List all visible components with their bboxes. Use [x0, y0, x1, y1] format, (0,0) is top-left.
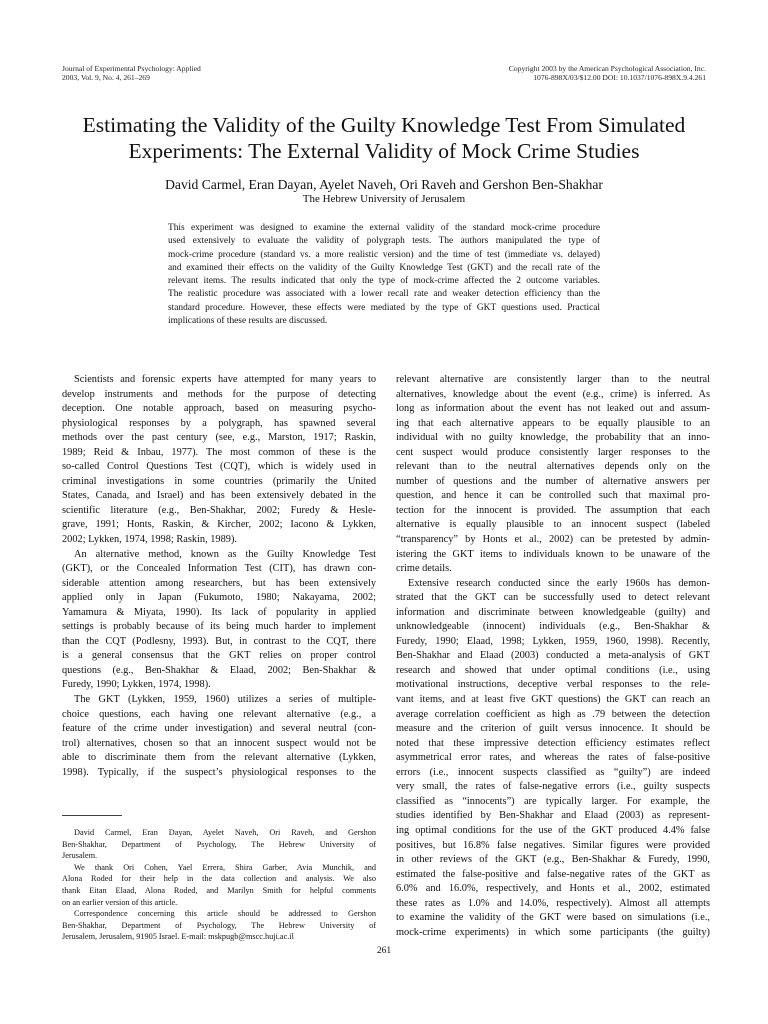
body-line: methods over the past century (see, e.g., Marston, 1917; Raskin,	[62, 432, 376, 444]
footnote-line: David Carmel, Eran Dayan, Ayelet Naveh, Ori Raveh, and Gershon	[74, 828, 376, 837]
body-line: ing optimal conditions for the use of the GKT produced 4.4% false	[396, 824, 710, 836]
body-line: number of questions and the number of alternative answers per	[396, 475, 710, 487]
abstract	[168, 222, 600, 328]
body-line: alternatives, knowledge about the event (e.g., crime) is inferred. As	[396, 388, 710, 400]
copyright-header	[509, 64, 706, 83]
body-line: Extensive research conducted since the early 1960s has demon-	[408, 577, 710, 589]
body-line: relevant alternative are consistently larger than to the neutral	[396, 374, 710, 385]
body-line: research and showed that under optimal conditions (i.e., using	[396, 664, 710, 676]
copyright-line: Copyright 2003 by the American Psychological Association, Inc.	[508, 64, 706, 73]
body-line: “transparency” by Honts et al., 2002) can be pretested by admin-	[396, 534, 710, 546]
body-line: deception. One notable approach, based on measuring psycho-	[62, 403, 376, 415]
body-line: tection for the innocent is provided. The assumption that each	[396, 504, 710, 516]
footnote-line: Alona Roded for their help in the data collection and analysis. We also	[62, 874, 376, 884]
body-line: in other reviews of the GKT (e.g., Ben-Shakhar & Furedy, 1990,	[396, 854, 710, 866]
body-line: 1989; Reid & Inbau, 1977). The most common of these is the	[62, 446, 376, 458]
body-line: Yamamura & Miyata, 1990). Its lack of popularity in applied	[62, 606, 376, 618]
body-line: applied only in Japan (Fukumoto, 1980; Nakayama, 2002;	[62, 592, 376, 604]
journal-header	[62, 64, 201, 83]
body-line: average correlation coefficient as high as .79 between the detection	[396, 708, 710, 720]
doi-line: 1076-898X/03/$12.00 DOI: 10.1037/1076-898X.9.4.261	[533, 73, 706, 83]
footnote-line: thank Eitan Elaad, Alona Roded, and Marilyn Smith for helpful comments	[62, 885, 376, 895]
author-list: David Carmel, Eran Dayan, Ayelet Naveh, Ori Raveh and Gershon Ben-Shakhar	[165, 177, 603, 192]
body-line: strated that the GKT can be successfully used to detect relevant	[396, 592, 710, 604]
abstract-line: standard procedure. However, these effects were mediated by the type of GKT questions used. Practical	[168, 302, 600, 313]
footnotes	[62, 827, 376, 943]
title-line: Estimating the Validity of the Guilty Knowledge Test From Simulated	[82, 113, 686, 137]
body-line: (GKT), or the Concealed Information Test (CIT), has drawn con-	[62, 563, 376, 575]
body-line: feature of the crime under investigation) and several neutral (con-	[62, 723, 376, 735]
abstract-line: used extensively to evaluate the validity of polygraph tests. The authors manipulated the type of	[168, 236, 600, 247]
footnote-line: on an earlier version of this article.	[62, 897, 178, 907]
body-line: Furedy, 1990; Lykken, 1974, 1998).	[62, 679, 211, 691]
body-line: crime details.	[396, 563, 452, 575]
footnote-line: Jerusalem.	[62, 851, 98, 861]
body-line: Ben-Shakhar and Elaad (2003) conducted a meta-analysis of GKT	[396, 650, 710, 662]
abstract-line: and examined their effects on the validity of the Guilty Knowledge Test (GKT) and the recall rate of the	[168, 262, 600, 273]
body-line: mock-crime experiments) in which some participants (the guilty)	[396, 926, 710, 938]
footnote-line: Ben-Shakhar, Department of Psychology, The Hebrew University of	[62, 839, 376, 849]
body-line: criminal investigations in some countries (primarily the United	[62, 475, 376, 487]
article-title	[40, 113, 728, 164]
footnote-line: Correspondence concerning this article should be addressed to Gershon	[74, 909, 376, 919]
body-line: asymmetrical error rates, and whereas the rates of false-positive	[396, 752, 710, 764]
body-line: to examine the validity of the GKT were based on simulations (i.e.,	[396, 912, 710, 924]
body-line: positives, but 16.8% false negatives. Similar figures were provided	[396, 839, 710, 851]
body-line: choice questions, each having one relevant alternative (e.g., a	[62, 708, 376, 720]
footnote-line: We thank Ori Cohen, Yael Errera, Shira Garber, Avia Munchik, and	[74, 862, 376, 872]
abstract-line: mock-crime procedure (standard vs. a more realistic version) and the time of test (immediate vs. delayed)	[168, 249, 600, 260]
footnote-line: Ben-Shakhar, Department of Psychology, The Hebrew University of	[62, 920, 376, 930]
body-line: physiological responses by a polygraph, has spawned several	[62, 417, 376, 429]
body-line: grave, 1991; Honts, Raskin, & Kircher, 2002; Iacono & Lykken,	[62, 519, 376, 531]
body-line: unknowledgeable (innocent) individuals (e.g., Ben-Shakhar &	[396, 621, 710, 633]
body-line: ing that each alternative appears to be equally plausible to an	[396, 417, 710, 429]
body-line: develop instruments and methods for the purpose of detecting	[62, 388, 376, 400]
footnote-line: Jerusalem, Jerusalem, 91905 Israel. E-mail: mskpugb@mscc.huji.ac.il	[62, 932, 294, 942]
body-line: questions (e.g., Ben-Shakhar & Elaad, 2002; Ben-Shakhar &	[62, 664, 376, 676]
body-line: measure and the criterion of guilt versus innocence. It should be	[396, 723, 710, 735]
body-line: errors (i.e., innocent suspects classified as “guilty”) are indeed	[396, 766, 710, 778]
body-column-right	[396, 373, 710, 940]
body-line: so-called Control Questions Test (CQT), which is widely used in	[62, 461, 376, 473]
body-line: is a general consensus that the GKT relies on proper control	[62, 650, 376, 662]
body-line: istering the GKT items to individuals known to be unaware of the	[396, 548, 710, 560]
body-column-left	[62, 373, 376, 780]
abstract-line: The realistic procedure was associated with a lower recall rate and weaker detection efficiency than the	[168, 289, 600, 300]
body-line: trol) alternatives, chosen so that an innocent suspect would not be	[62, 737, 376, 749]
body-line: motivational instructions, deceptive verbal responses to the rele-	[396, 679, 710, 691]
body-line: than the CQT (Podlesny, 1993). But, in contrast to the CQT, there	[62, 635, 376, 647]
body-line: alternative is equally plausible to an innocent suspect (labeled	[396, 519, 710, 531]
body-line: 2002; Lykken, 1974, 1998; Raskin, 1989).	[62, 534, 237, 546]
body-line: noted that these impressive detection efficiency estimates reflect	[396, 737, 710, 749]
body-line: vant items, and at least five GKT questions) the GKT can reach an	[396, 694, 710, 706]
body-line: information and discriminate between knowledgeable (guilty) and	[396, 606, 710, 618]
body-line: individual with no guilty knowledge, the probability that an inno-	[396, 432, 710, 444]
body-line: settings is probably because of its being much harder to implement	[62, 621, 376, 633]
body-line: very small, the rates of false-negative errors (i.e., guilty suspects	[396, 781, 710, 793]
body-line: question, and hence it can be controlled such that maximal pro-	[396, 490, 710, 502]
footnote-divider	[62, 815, 122, 816]
body-line: siderable attention among researchers, but has been extensively	[62, 577, 376, 589]
body-line: The GKT (Lykken, 1959, 1960) utilizes a series of multiple-	[74, 694, 376, 706]
journal-name: Journal of Experimental Psychology: Applied	[62, 64, 201, 73]
body-line: 6.0% and 16.0%, respectively, and Honts et al., 2002, estimated	[396, 883, 710, 895]
abstract-line: implications of these results are discussed.	[168, 316, 328, 327]
abstract-line: relevant items. The results indicated that only the type of mock-crime affected the 2 outcome variables.	[168, 276, 600, 287]
body-line: long as information about the event has not leaked out and assum-	[396, 403, 710, 415]
body-line: studies identified by Ben-Shakhar and Elaad (2003) as represent-	[396, 810, 710, 822]
journal-volume: 2003, Vol. 9, No. 4, 261–269	[62, 73, 150, 83]
body-line: cent suspect would produce consistently larger responses to the	[396, 446, 710, 458]
body-line: An alternative method, known as the Guilty Knowledge Test	[74, 548, 376, 560]
page-number: 261	[376, 946, 392, 956]
body-line: able to discriminate them from the relevant alternative (Lykken,	[62, 752, 376, 764]
body-line: these rates as 1.0% and 14.0%, respectively). Almost all attempts	[396, 897, 710, 909]
body-line: 1998). Typically, if the suspect’s physiological responses to the	[62, 766, 376, 778]
body-line: Furedy, 1990; Elaad, 1998; Lykken, 1959, 1960, 1998). Recently,	[396, 635, 710, 647]
body-line: Scientists and forensic experts have attempted for many years to	[74, 374, 376, 385]
title-line: Experiments: The External Validity of Mock Crime Studies	[128, 138, 640, 163]
body-line: scientific literature (e.g., Ben-Shakhar, 2002; Furedy & Hesle-	[62, 504, 376, 516]
body-line: estimated the false-positive and false-negative rates of the GKT as	[396, 868, 710, 880]
body-line: classified as “innocents”) are typically larger. For example, the	[396, 795, 710, 807]
body-line: relevant than to the neutral alternatives depends only on the	[396, 461, 710, 473]
abstract-line: This experiment was designed to examine the external validity of the standard mock-crime procedure	[168, 223, 600, 233]
body-line: States, Canada, and Israel) and has been extensively debated in the	[62, 490, 376, 502]
affiliation: The Hebrew University of Jerusalem	[302, 193, 466, 205]
